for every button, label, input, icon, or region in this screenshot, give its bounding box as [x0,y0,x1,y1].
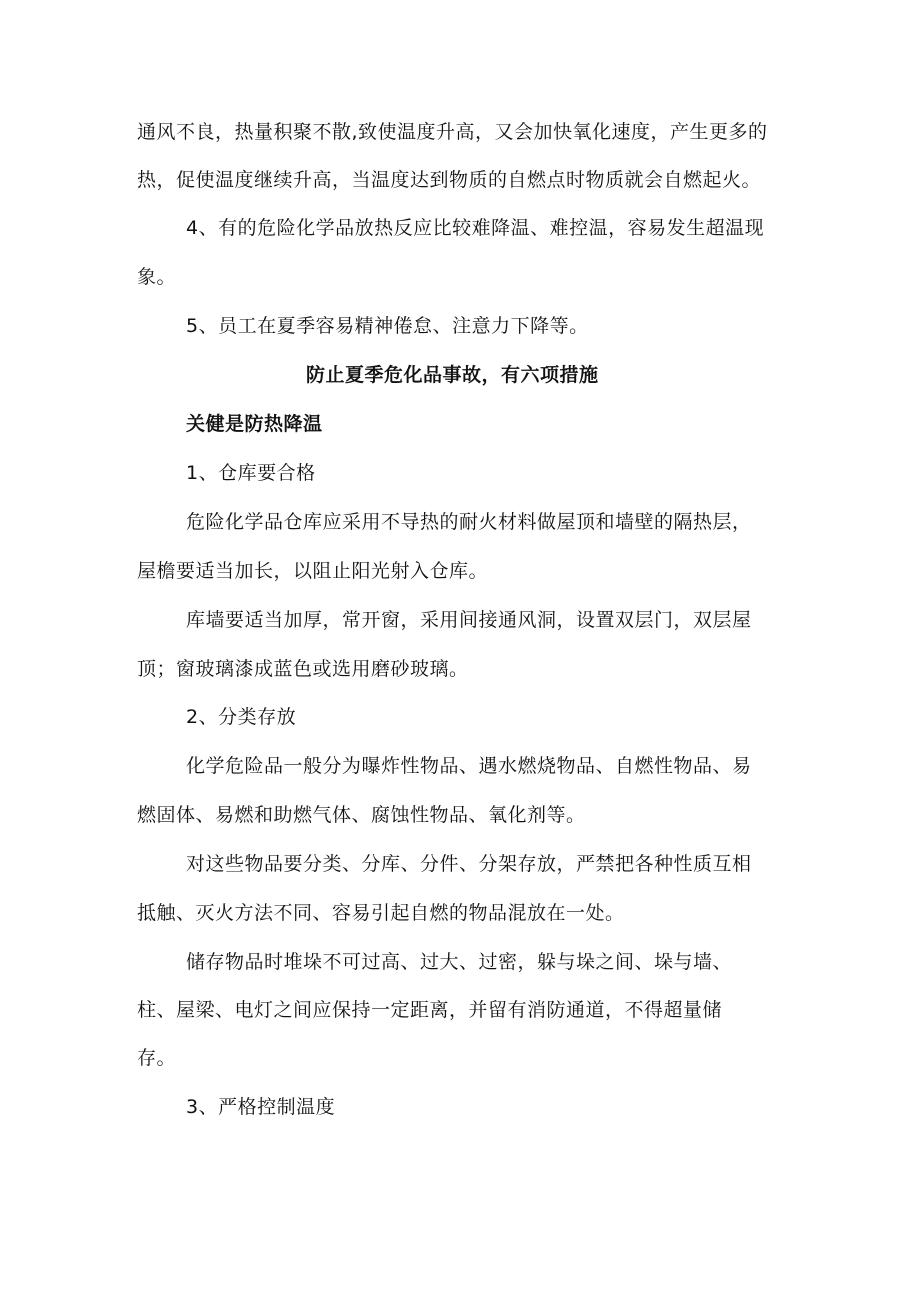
paragraph-line: 存。 [137,1047,177,1069]
paragraph-line: 屋檐要适当加长，以阻止阳光射入仓库。 [137,560,489,582]
paragraph-line: 对这些物品要分类、分库、分件、分架存放，严禁把各种性质互相 [186,853,752,875]
paragraph-line: 象。 [137,266,177,288]
paragraph-line: 顶；窗玻璃漆成蓝色或选用磨砂玻璃。 [137,658,469,680]
paragraph-line: 抵触、灭火方法不同、容易引起自燃的物品混放在一处。 [137,902,625,924]
paragraph-line: 储存物品时堆垛不可过高、过大、过密，躲与垛之间、垛与墙、 [186,951,733,973]
section-heading: 防止夏季危化品事故，有六项措施 [306,364,599,386]
list-item-1: 1、仓库要合格 [186,462,316,484]
list-item-3: 3、严格控制温度 [186,1096,336,1118]
paragraph-line: 化学危险品一般分为曝炸性物品、遇水燃烧物品、自燃性物品、易 [186,755,752,777]
list-item-5: 5、员工在夏季容易精神倦怠、注意力下降等。 [186,315,589,337]
subheading: 关健是防热降温 [186,413,323,435]
paragraph-line: 燃固体、易燃和助燃气体、腐蚀性物品、氧化剂等。 [137,804,586,826]
paragraph-line: 库墙要适当加厚，常开窗，采用间接通风洞，设置双层门，双层屋 [186,609,752,631]
list-item-4: 4、有的危险化学品放热反应比较难降温、难控温，容易发生超温现 [186,217,765,239]
paragraph-line: 热，促使温度继续升高，当温度达到物质的自燃点时物质就会自燃起火。 [137,169,762,191]
paragraph-line: 危险化学品仓库应采用不导热的耐火材料做屋顶和墙壁的隔热层， [186,511,752,533]
paragraph-line: 柱、屋梁、电灯之间应保持一定距离，并留有消防通道，不得超量储 [137,999,723,1021]
list-item-2: 2、分类存放 [186,706,297,728]
paragraph-line: 通风不良，热量积聚不散,致使温度升高，又会加快氧化速度，产生更多的 [137,121,768,143]
